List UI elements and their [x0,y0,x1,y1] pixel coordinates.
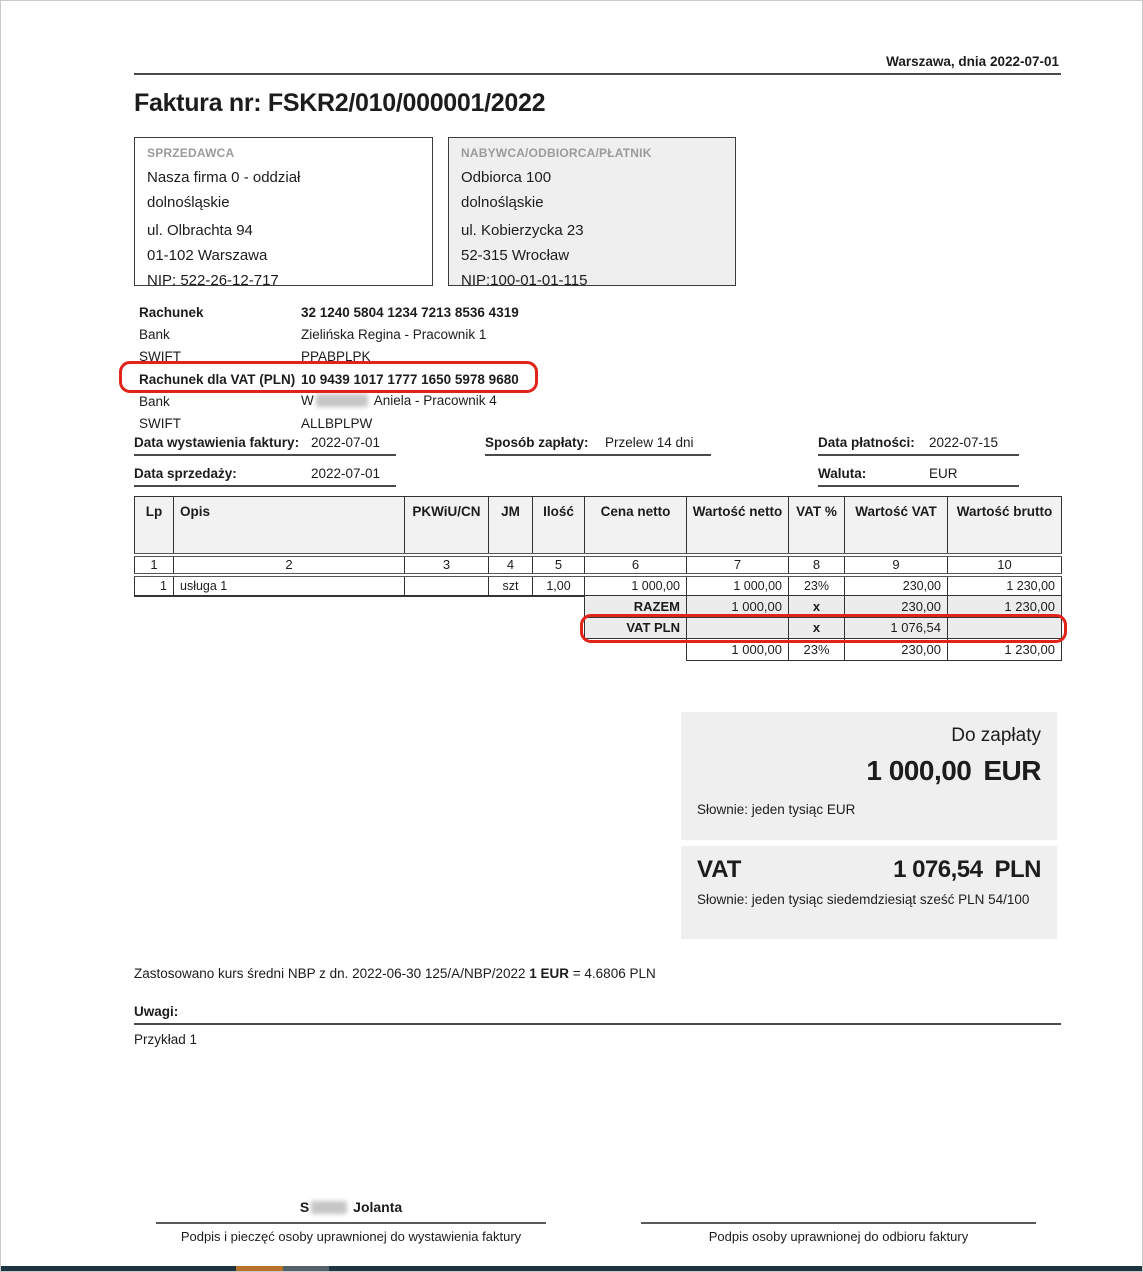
colnum-6: 6 [585,555,687,575]
vat-pln-x: x [789,617,845,639]
vat-account-label: Rachunek dla VAT (PLN) [139,371,296,387]
colnum-4: 4 [489,555,533,575]
item-wartosc-brutto: 1 230,00 [948,575,1062,596]
issue-date-value: 2022-07-01 [311,435,381,450]
rate-vat-pct: 23% [789,639,845,661]
issuer-signature-caption: Podpis i pieczęć osoby uprawnionej do wystawienia faktury [180,1229,522,1244]
vat-amount-box [681,846,1057,939]
amount-due-box [681,712,1057,840]
summary-vat-pln-row [585,617,1062,639]
vat-account-row [139,368,699,390]
col-header-cena-netto: Cena netto [585,497,687,555]
issue-date-field [134,435,396,456]
notes-label: Uwagi: [134,1004,179,1019]
col-header-jm: JM [489,497,533,555]
currency-label: Waluta: [818,466,867,481]
payment-method-field [485,435,711,456]
item-lp: 1 [135,575,174,596]
colnum-3: 3 [405,555,489,575]
swift1-value: PPABPLPK [301,349,371,365]
amount-due-heading: Do zapłaty [951,725,1041,746]
rate-netto: 1 000,00 [687,639,789,661]
currency-field [818,466,1019,487]
vat-pln-netto [687,617,789,639]
rate-empty-cell [585,639,687,661]
item-opis: usługa 1 [174,575,405,596]
seller-nip: NIP: 522-26-12-717 [147,272,279,289]
col-header-wartosc-netto: Wartość netto [687,497,789,555]
seller-heading: SPRZEDAWCA [147,146,235,160]
buyer-heading: NABYWCA/ODBIORCA/PŁATNIK [461,146,652,160]
due-date-field [818,435,1019,456]
taskbar-gray-segment [283,1266,329,1271]
col-header-lp: Lp [135,497,174,555]
vat-amount-row [697,856,1041,884]
payment-method-label: Sposób zapłaty: [485,435,589,450]
swift2-row [139,412,699,434]
exchange-rate-line: Zastosowano kurs średni NBP z dn. 2022-06-30 125/A/NBP/2022 1 EUR = 4.6806 PLN [134,966,656,981]
col-header-ilosc: Ilość [533,497,585,555]
issuer-signature-line [156,1222,546,1224]
buyer-name-line2: dolnośląskie [461,194,544,211]
invoice-title: Faktura nr: FSKR2/010/000001/2022 [134,89,546,117]
due-date-label: Data płatności: [818,435,915,450]
bank-account-label: Rachunek [139,304,204,320]
swift1-row [139,346,699,368]
seller-street: ul. Olbrachta 94 [147,222,253,239]
colnum-10: 10 [948,555,1062,575]
seller-box [134,137,433,289]
buyer-name-line1: Odbiorca 100 [461,169,552,186]
vat-pln-label: VAT PLN [585,617,687,639]
item-cena-netto: 1 000,00 [585,575,687,596]
colnum-9: 9 [845,555,948,575]
vat-amount-value: 1 076,54 PLN [893,856,1041,883]
bank2-value: W Aniela - Pracownik 4 [301,393,497,409]
bank-account-row [139,301,699,323]
notes-rule [134,1023,1061,1025]
currency-value: EUR [929,466,958,481]
razem-x: x [789,596,845,618]
item-wartosc-netto: 1 000,00 [687,575,789,596]
item-row [135,575,1062,596]
sale-date-value: 2022-07-01 [311,466,381,481]
seller-city: 01-102 Warszawa [147,247,268,264]
razem-netto: 1 000,00 [687,596,789,618]
notes-value: Przykład 1 [134,1032,198,1047]
rate-brutto: 1 230,00 [948,639,1062,661]
item-ilosc: 1,00 [533,575,585,596]
payment-method-value: Przelew 14 dni [605,435,694,450]
summary-razem-row [585,596,1062,618]
colnum-7: 7 [687,555,789,575]
receiver-signature-caption: Podpis osoby uprawnionej do odbioru faktury [708,1229,969,1244]
col-header-vat-pct: VAT % [789,497,845,555]
due-date-value: 2022-07-15 [929,435,999,450]
col-header-pkwiu: PKWiU/CN [405,497,489,555]
colnum-1: 1 [135,555,174,575]
vat-account-value: 10 9439 1017 1777 1650 5978 9680 [301,371,519,387]
item-jm: szt [489,575,533,596]
amount-due-total: 1 000,00 EUR [866,755,1041,786]
place-date: Warszawa, dnia 2022-07-01 [886,54,1059,69]
swift2-value: ALLBPLPW [301,416,373,432]
buyer-nip: NIP:100-01-01-115 [461,272,588,289]
razem-brutto: 1 230,00 [948,596,1062,618]
swift1-label: SWIFT [139,349,181,365]
rate-vat: 230,00 [845,639,948,661]
issuer-signature-name: S Jolanta [299,1199,403,1215]
receiver-signature-line [641,1222,1036,1224]
item-wartosc-vat: 230,00 [845,575,948,596]
vat-pln-value: 1 076,54 [845,617,948,639]
razem-vat: 230,00 [845,596,948,618]
taskbar-edge [1,1266,1142,1271]
amount-due-words: Słownie: jeden tysiąc EUR [697,802,856,817]
swift2-label: SWIFT [139,416,181,432]
sale-date-field [134,466,396,487]
bank2-row [139,390,699,412]
taskbar-orange-segment [236,1266,283,1271]
vat-pln-brutto [948,617,1062,639]
bank-details [139,301,699,435]
items-header-row [135,497,1062,555]
colnum-8: 8 [789,555,845,575]
buyer-box [448,137,736,289]
colnum-2: 2 [174,555,405,575]
bank2-label: Bank [139,393,170,409]
issue-date-label: Data wystawienia faktury: [134,435,300,450]
seller-name-line2: dolnośląskie [147,194,230,211]
bank1-value: Zielińska Regina - Pracownik 1 [301,326,487,342]
item-pkwiu [405,575,489,596]
vat-amount-words: Słownie: jeden tysiąc siedemdziesiąt sześć PLN 54/100 [697,892,1030,907]
column-numbers-row [135,555,1062,575]
buyer-street: ul. Kobierzycka 23 [461,222,584,239]
bank1-row [139,323,699,345]
buyer-city: 52-315 Wrocław [461,247,570,264]
vat-amount-label: VAT [697,856,742,883]
items-table [134,496,1062,597]
summary-table [584,595,1062,661]
col-header-wartosc-vat: Wartość VAT [845,497,948,555]
item-vat-pct: 23% [789,575,845,596]
header-rule [134,73,1061,75]
sale-date-label: Data sprzedaży: [134,466,237,481]
redacted-bank-name [316,394,368,407]
razem-label: RAZEM [585,596,687,618]
seller-name-line1: Nasza firma 0 - oddział [147,169,301,186]
summary-rate-row [585,639,1062,661]
colnum-5: 5 [533,555,585,575]
col-header-wartosc-brutto: Wartość brutto [948,497,1062,555]
bank-account-value: 32 1240 5804 1234 7213 8536 4319 [301,304,519,320]
redacted-signature-name [311,1201,347,1214]
bank1-label: Bank [139,326,170,342]
col-header-opis: Opis [174,497,405,555]
